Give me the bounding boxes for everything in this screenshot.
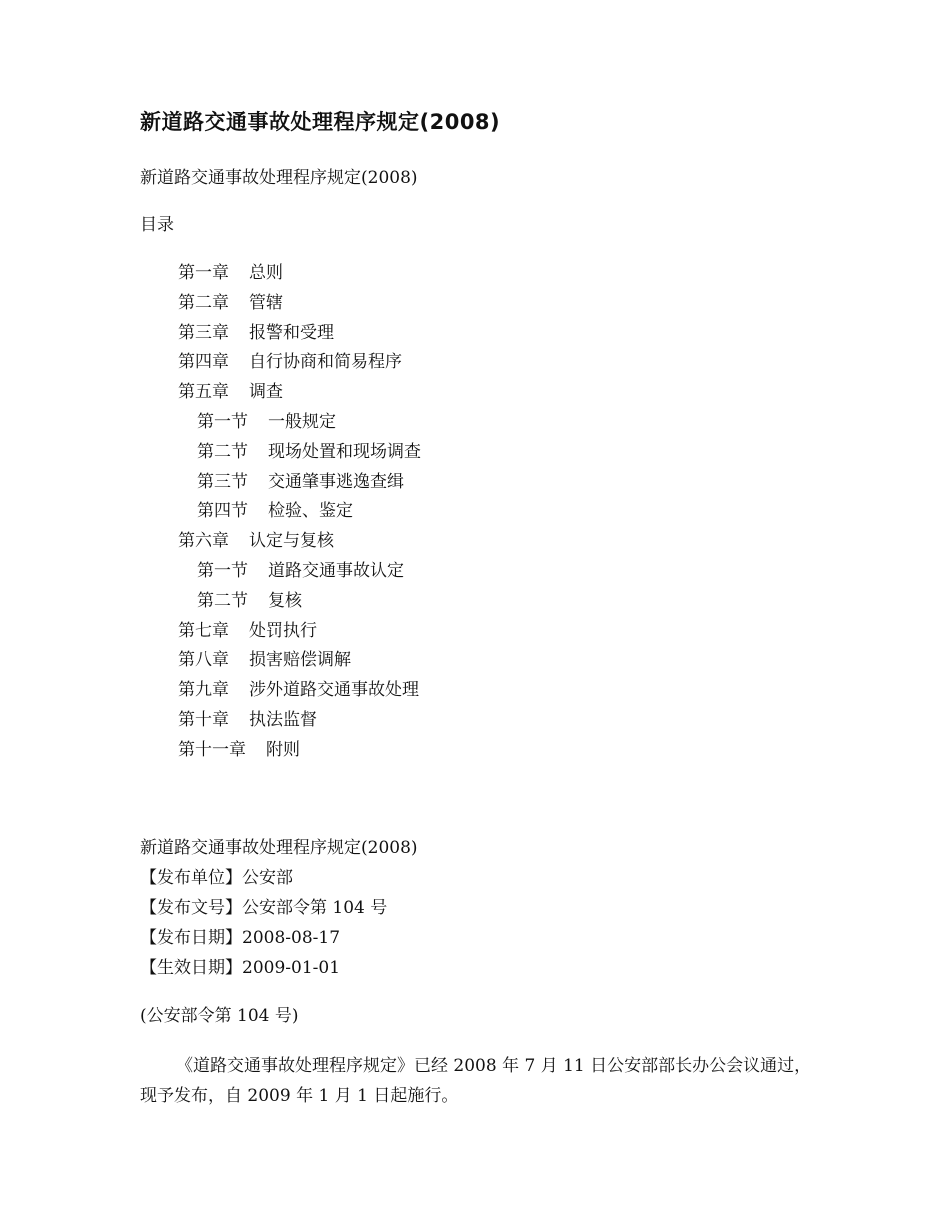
toc-item-label: 管辖	[249, 293, 283, 313]
toc-item-label: 一般规定	[268, 412, 336, 432]
toc-item-number: 第二节	[197, 591, 248, 611]
toc-item-label: 检验、鉴定	[268, 501, 353, 521]
toc-item-number: 第二节	[197, 442, 248, 462]
toc-section-item	[197, 411, 336, 433]
toc-item-label: 现场处置和现场调查	[268, 442, 421, 462]
toc-item-label: 道路交通事故认定	[268, 561, 404, 581]
toc-item-label: 认定与复核	[249, 531, 334, 551]
toc-section-item	[197, 441, 421, 463]
document-subtitle: 新道路交通事故处理程序规定(2008)	[140, 168, 418, 188]
toc-heading: 目录	[140, 215, 174, 235]
toc-item-number: 第七章	[178, 621, 229, 641]
toc-item-number: 第九章	[178, 680, 229, 700]
toc-chapter-item	[178, 292, 283, 314]
toc-item-number: 第四节	[197, 501, 248, 521]
toc-section-item	[197, 590, 302, 612]
toc-item-label: 执法监督	[249, 710, 317, 730]
order-number: (公安部令第 104 号)	[140, 1006, 299, 1026]
toc-section-item	[197, 471, 404, 493]
toc-item-label: 总则	[249, 263, 283, 283]
document-title: 新道路交通事故处理程序规定(2008)	[140, 110, 501, 134]
toc-chapter-item	[178, 620, 317, 642]
toc-item-number: 第四章	[178, 352, 229, 372]
toc-item-number: 第五章	[178, 382, 229, 402]
meta-issuer: 【发布单位】公安部	[140, 868, 293, 888]
toc-chapter-item	[178, 381, 283, 403]
toc-item-label: 调查	[249, 382, 283, 402]
toc-item-number: 第六章	[178, 531, 229, 551]
body-paragraph: 《道路交通事故处理程序规定》已经 2008 年 7 月 11 日公安部部长办公会议通过，现予发布，自 2009 年 1 月 1 日起施行。	[140, 1056, 812, 1106]
meta-doc-number: 【发布文号】公安部令第 104 号	[140, 898, 388, 918]
meta-effective-date: 【生效日期】2009-01-01	[140, 958, 341, 978]
toc-item-label: 交通肇事逃逸查缉	[268, 472, 404, 492]
toc-item-number: 第一节	[197, 412, 248, 432]
toc-item-label: 附则	[266, 740, 300, 760]
toc-section-item	[197, 500, 353, 522]
toc-chapter-item	[178, 709, 317, 731]
toc-chapter-item	[178, 530, 334, 552]
toc-section-item	[197, 560, 404, 582]
meta-issue-date: 【发布日期】2008-08-17	[140, 928, 341, 948]
toc-item-number: 第十一章	[178, 740, 246, 760]
toc-chapter-item	[178, 262, 283, 284]
toc-item-number: 第二章	[178, 293, 229, 313]
toc-item-label: 报警和受理	[249, 323, 334, 343]
toc-chapter-item	[178, 649, 351, 671]
toc-item-label: 自行协商和简易程序	[249, 352, 402, 372]
toc-item-number: 第三节	[197, 472, 248, 492]
toc-chapter-item	[178, 322, 334, 344]
toc-chapter-item	[178, 679, 419, 701]
toc-item-label: 涉外道路交通事故处理	[249, 680, 419, 700]
toc-item-label: 损害赔偿调解	[249, 650, 351, 670]
toc-item-number: 第三章	[178, 323, 229, 343]
toc-item-number: 第八章	[178, 650, 229, 670]
toc-item-number: 第一节	[197, 561, 248, 581]
toc-item-number: 第一章	[178, 263, 229, 283]
toc-item-label: 处罚执行	[249, 621, 317, 641]
toc-item-label: 复核	[268, 591, 302, 611]
toc-chapter-item	[178, 351, 402, 373]
toc-item-number: 第十章	[178, 710, 229, 730]
toc-chapter-item	[178, 739, 300, 761]
meta-name: 新道路交通事故处理程序规定(2008)	[140, 838, 418, 858]
